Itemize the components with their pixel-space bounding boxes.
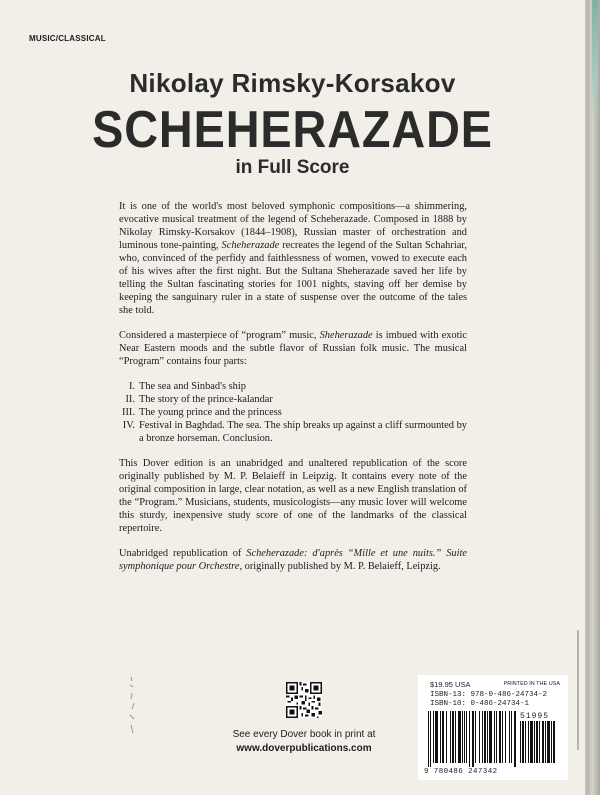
- barcode-bar: [440, 711, 441, 763]
- barcode-bar: [458, 711, 461, 763]
- description-paragraph-1: [119, 200, 467, 317]
- barcode-bar: [547, 721, 550, 763]
- barcode-bar: [475, 711, 476, 763]
- barcode-bar: [499, 711, 501, 763]
- barcode-bar: [539, 721, 540, 763]
- barcode-bar: [545, 721, 546, 763]
- part-number: IV.: [122, 420, 135, 431]
- program-parts-list: [119, 380, 467, 445]
- dover-promo: [196, 728, 412, 756]
- barcode-bar: [525, 721, 526, 763]
- text-run-italic: Sheherazade: [319, 330, 373, 341]
- barcode-bar: [520, 721, 521, 763]
- barcode-bar: [489, 711, 492, 763]
- part-title: The young prince and the princess: [139, 407, 282, 418]
- barcode-bar: [469, 711, 470, 767]
- cover-crease: [577, 630, 579, 750]
- spine-color-accent: [592, 0, 598, 120]
- list-item: [119, 393, 467, 406]
- promo-text: See every Dover book in print at: [232, 729, 376, 740]
- barcode-bar: [502, 711, 503, 763]
- barcode-bar: [428, 711, 429, 767]
- barcode-block: [418, 675, 568, 780]
- barcode-bar: [542, 721, 544, 763]
- barcode-bar: [553, 721, 555, 763]
- barcode-bar: [487, 711, 488, 763]
- barcode-bar: [511, 711, 512, 763]
- text-run: Unabridged republication of: [119, 548, 247, 559]
- barcode-bar: [551, 721, 552, 763]
- barcode-bar: [482, 711, 483, 763]
- price-label: $19.95 USA: [430, 680, 471, 689]
- description-text: [119, 200, 467, 585]
- part-number: II.: [125, 394, 135, 405]
- qr-code: [286, 682, 322, 718]
- list-item: [119, 380, 467, 393]
- text-run: , originally published by M. P. Belaieff, Leipzig.: [239, 561, 441, 572]
- barcode-bar: [484, 711, 486, 763]
- barcode-bar: [530, 721, 533, 763]
- barcode-digits: 9 780486 247342: [424, 768, 498, 776]
- part-title: The sea and Sinbad's ship: [139, 381, 246, 392]
- barcode-bar: [522, 721, 524, 763]
- barcode-bar: [442, 711, 444, 763]
- part-number: I.: [128, 381, 135, 392]
- barcode-bar: [479, 711, 480, 763]
- barcode-bar: [435, 711, 438, 763]
- pencil-mark: [128, 675, 140, 735]
- part-title: Festival in Baghdad. The sea. The ship breaks up against a cliff surmounted by a bronze horseman. Conclusion.: [139, 420, 467, 444]
- barcode-bar: [446, 711, 447, 763]
- barcode-bar: [514, 711, 516, 767]
- description-paragraph-4: [119, 547, 467, 573]
- list-item: [119, 406, 467, 419]
- text-run-italic: Scheherazade: d'après “Mille et une nuits.” Suite symphonique pour Orchestre: [119, 548, 467, 572]
- text-run-italic: Scheherazade: [221, 240, 280, 251]
- book-subtitle: in Full Score: [235, 157, 350, 178]
- barcode-bar: [534, 721, 535, 763]
- barcode-bar: [452, 711, 454, 763]
- category-label: MUSIC/CLASSICAL: [29, 34, 106, 43]
- barcode-bar: [505, 711, 506, 763]
- barcode-bar: [466, 711, 467, 763]
- price-code: 51995: [520, 712, 550, 721]
- printed-in-label: PRINTED IN THE USA: [503, 681, 560, 687]
- isbn10-label: ISBN-10: 0-486-24734-1: [430, 700, 530, 708]
- text-run: recreates the legend of the Sultan Schahriar, who, convinced of the perfidy and faithlessness of women, vowed to execute each of his wives after the first night. But the Sultana Sheherazade saved her life by telling the Sultan fascinating stories for 1001 nights, staving off her demise by keeping the sanguinary ruler in a state of suspense over the outcome of the tales she told.: [119, 240, 467, 316]
- author-name: Nikolay Rimsky-Korsakov: [129, 68, 456, 98]
- barcode-bar: [430, 711, 431, 767]
- barcode-bar: [433, 711, 434, 763]
- part-number: III.: [122, 407, 135, 418]
- description-paragraph-2: [119, 329, 467, 368]
- barcode-bar: [450, 711, 451, 763]
- text-run: It is one of the world's most beloved symphonic compositions—a shimmering, evocative musical treatment of the legend of Scheherazade. Composed in 1888 by Nikolay Rimsky-Korsakov (1844–1908), Russian master of orchestration and luminous tone-painting,: [119, 201, 467, 251]
- barcode-bar: [509, 711, 510, 763]
- barcode-bar: [464, 711, 465, 763]
- barcode-bar: [536, 721, 538, 763]
- ean-barcode: [428, 711, 516, 767]
- text-run: is imbued with exotic Near Eastern moods and the subtle flavor of Russian folk music. The musical “Program” contains four parts:: [119, 330, 467, 367]
- text-run: Considered a masterpiece of “program” music,: [119, 330, 320, 341]
- book-title: SCHEHERAZADE: [92, 101, 493, 159]
- addon-barcode: [520, 721, 560, 767]
- part-title: The story of the prince-kalandar: [139, 394, 273, 405]
- list-item: [119, 419, 467, 445]
- barcode-bar: [494, 711, 495, 763]
- isbn13-label: ISBN-13: 978-0-486-24734-2: [430, 691, 548, 699]
- barcode-bar: [462, 711, 463, 763]
- barcode-bar: [455, 711, 456, 763]
- description-paragraph-3: This Dover edition is an unabridged and unaltered republication of the score originally published by M. P. Belaieff in Leipzig. It contains every note of the original composition in large, clear notation, as well as a new English translation of the “Program.” Musicians, students, musicologists—any music lover will welcome this sturdy, inexpensive study score of one of the landmarks of the classical repertoire.: [119, 458, 467, 534]
- website-link[interactable]: www.doverpublications.com: [236, 743, 372, 754]
- barcode-bar: [528, 721, 529, 763]
- barcode-bar: [472, 711, 474, 767]
- barcode-bar: [496, 711, 497, 763]
